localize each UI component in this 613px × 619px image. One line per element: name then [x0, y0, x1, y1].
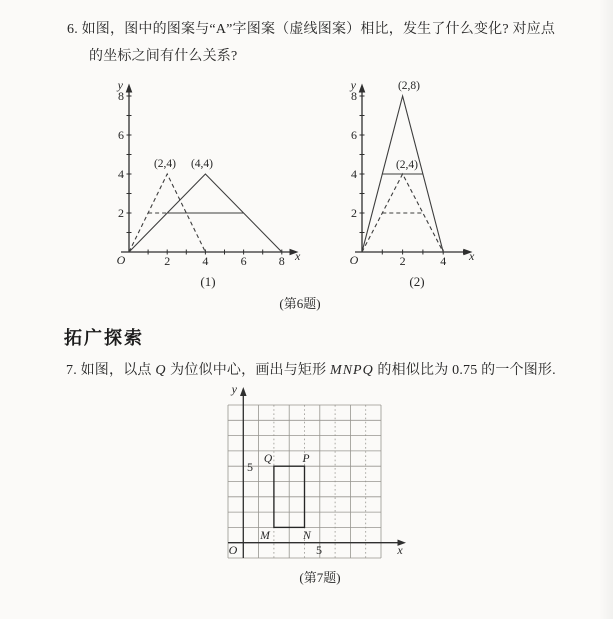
- figure-2-y-axis-label: y: [350, 78, 356, 92]
- figure-1-y-axis-label: y: [117, 78, 123, 92]
- problem-6-number: 6.: [67, 22, 78, 37]
- figure-1-y-tick-8: 8: [118, 89, 124, 103]
- figure-1-x-tick-6: 6: [240, 254, 247, 268]
- figure-1-solid-peak-label: (4,4): [190, 158, 214, 170]
- figure-2-y-axis-arrow: [359, 84, 366, 93]
- problem-7-text-2: 为位似中心，画出与矩形: [166, 363, 331, 378]
- problem-6-text: 如图，图中的图案与“A”字图案（虚线图案）相比，发生了什么变化? 对应点: [81, 22, 556, 37]
- figure-3-grid-plot: [222, 383, 418, 569]
- figure-1-plot: [80, 76, 315, 292]
- figure-1-caption: (1): [200, 274, 216, 289]
- figure-1-dashed-peak-label: (2,4): [153, 158, 177, 170]
- figure-3-y-tick-5: 5: [247, 460, 253, 474]
- figure-1-y-tick-6: 6: [118, 128, 124, 142]
- figure-7-caption: (第7题): [299, 570, 341, 585]
- figure-2-y-tick-8: 8: [351, 89, 357, 103]
- figure-2-plot: [338, 76, 488, 292]
- point-q-variable: Q: [155, 363, 167, 378]
- figure-6-caption: (第6题): [279, 296, 321, 311]
- figure-2-x-axis-label: x: [469, 249, 475, 263]
- problem-7-text-3: 的相似比为 0.75 的一个图形.: [373, 363, 556, 378]
- figure-1-y-tick-4: 4: [118, 167, 124, 181]
- figure-1-y-axis-arrow: [126, 84, 133, 93]
- figure-1-x-tick-8: 8: [278, 254, 285, 268]
- figure-1-origin-label: O: [116, 253, 126, 267]
- vertex-p-label: P: [302, 453, 310, 465]
- figure-3-x-axis-label: x: [397, 543, 403, 557]
- figure-2-caption: (2): [409, 274, 425, 289]
- figure-2-x-tick-2: 2: [399, 254, 406, 268]
- figure-3-y-axis-label: y: [231, 382, 237, 396]
- figure-2-y-tick-6: 6: [351, 128, 357, 142]
- figure-2-origin-label: O: [349, 253, 359, 267]
- problem-6-line-1: [67, 18, 555, 38]
- figure-2-solid-peak-label: (2,8): [397, 80, 421, 92]
- figure-2-x-tick-4: 4: [440, 254, 447, 268]
- vertex-n-label: N: [303, 530, 311, 542]
- rectangle-mnpq-variable: MNPQ: [330, 363, 374, 378]
- problem-7-line: [66, 359, 556, 379]
- figure-2-y-tick-4: 4: [351, 167, 357, 181]
- figure-3-y-axis-arrow: [240, 387, 247, 396]
- section-heading: 拓广探索: [64, 328, 144, 348]
- figure-2-dashed-peak-label: (2,4): [395, 159, 419, 171]
- problem-6-line-2: 的坐标之间有什么关系?: [89, 49, 238, 64]
- figure-1-x-axis-label: x: [295, 249, 301, 263]
- figure-1-x-tick-2: 2: [164, 254, 171, 268]
- vertex-q-label: Q: [263, 453, 273, 465]
- figure-3-x-tick-5: 5: [316, 543, 322, 557]
- figure-1-y-tick-2: 2: [118, 206, 124, 220]
- vertex-m-label: M: [260, 530, 270, 542]
- problem-7-number: 7.: [66, 363, 77, 378]
- figure-2-dashed-a-outline: [362, 174, 443, 252]
- figure-2-y-tick-2: 2: [351, 206, 357, 220]
- figure-1-x-tick-4: 4: [202, 254, 209, 268]
- problem-7-text-1: 如图，以点: [80, 363, 156, 378]
- figure-3-origin-label: O: [228, 543, 238, 557]
